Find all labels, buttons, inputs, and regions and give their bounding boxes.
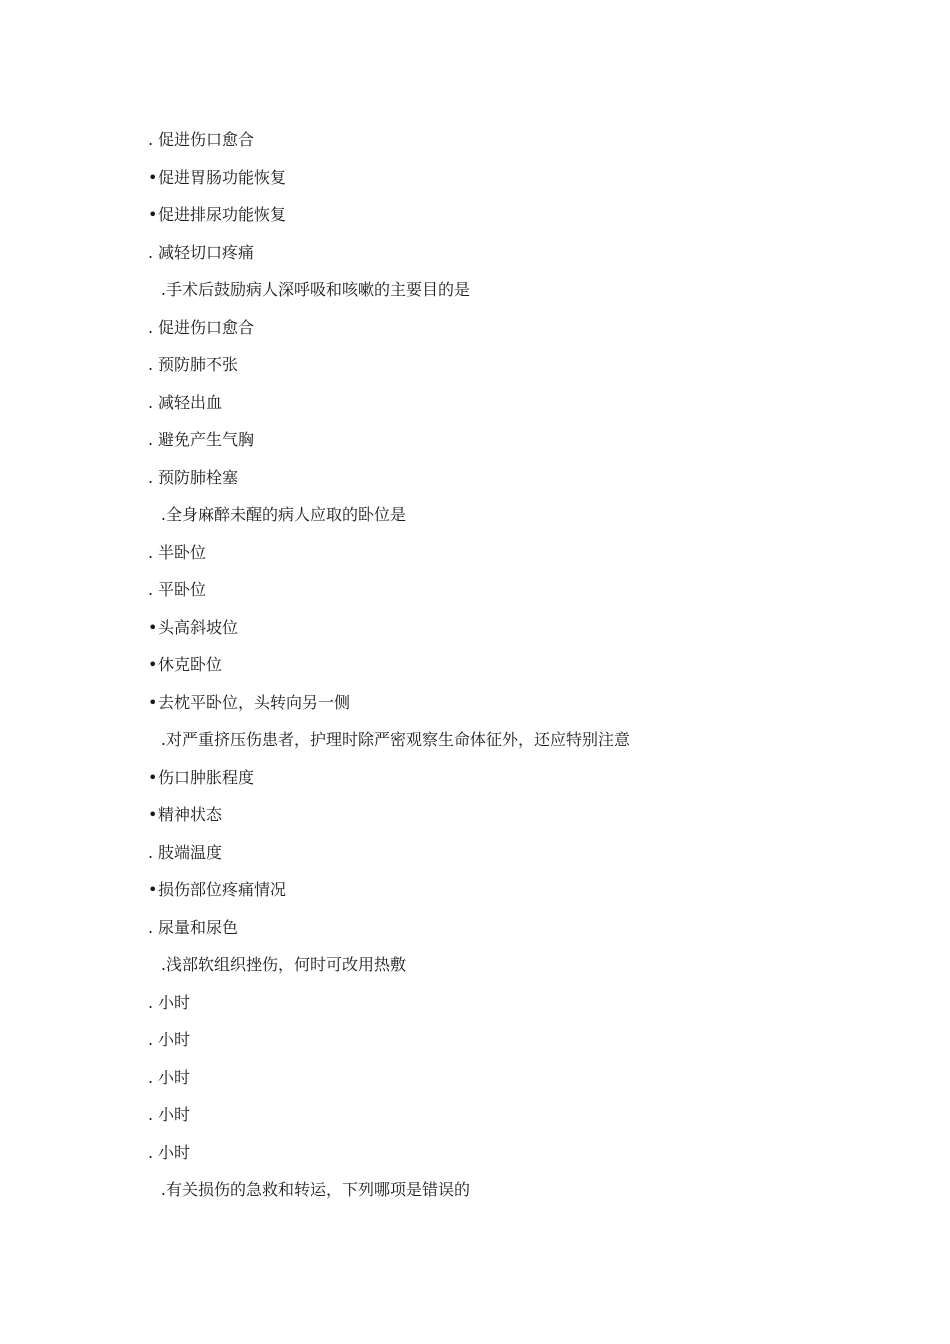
answer-option (148, 802, 630, 840)
option-text: 预防肺不张 (158, 355, 239, 374)
line-marker: • (148, 617, 158, 637)
answer-option (148, 765, 630, 803)
line-marker: . (148, 355, 154, 374)
option-text: 小时 (158, 992, 191, 1012)
question-list (148, 127, 630, 1215)
line-marker: . (148, 1030, 154, 1049)
answer-option (148, 615, 630, 653)
option-text: 平卧位 (158, 580, 207, 599)
option-text: 促进伤口愈合 (158, 130, 255, 149)
line-marker: • (148, 205, 158, 224)
line-marker: • (148, 692, 158, 712)
answer-option (148, 577, 630, 615)
option-text: 减轻切口疼痛 (158, 242, 255, 262)
line-marker: . (148, 1142, 154, 1162)
question-text: 浅部软组织挫伤，何时可改用热敷 (166, 955, 407, 974)
option-text: 精神状态 (158, 805, 223, 824)
answer-option (148, 465, 630, 503)
line-marker: • (148, 167, 158, 187)
answer-option (148, 315, 630, 353)
answer-option (148, 390, 630, 428)
question-text: 对严重挤压伤患者，护理时除严密观察生命体征外，还应特别注意 (166, 730, 631, 749)
option-text: 损伤部位疼痛情况 (158, 880, 287, 899)
question-stem (148, 727, 630, 765)
question-stem (148, 277, 630, 315)
line-marker: • (148, 767, 158, 787)
line-marker: . (148, 430, 154, 449)
answer-option (148, 1065, 630, 1103)
line-marker: . (148, 317, 154, 337)
line-marker: • (148, 880, 158, 899)
option-text: 半卧位 (158, 542, 207, 562)
option-text: 头高斜坡位 (158, 617, 239, 637)
line-marker: . (148, 992, 154, 1012)
answer-option (148, 240, 630, 278)
question-stem (148, 952, 630, 990)
answer-option (148, 427, 630, 465)
line-marker: . (148, 542, 154, 562)
option-text: 尿量和尿色 (158, 917, 239, 937)
question-text: 手术后鼓励病人深呼吸和咳嗽的主要目的是 (166, 280, 471, 299)
option-text: 减轻出血 (158, 392, 223, 412)
line-marker: . (148, 1105, 154, 1124)
question-stem (148, 502, 630, 540)
line-marker: . (148, 842, 154, 862)
option-text: 促进胃肠功能恢复 (158, 167, 287, 187)
line-marker: . (148, 242, 154, 262)
answer-option (148, 990, 630, 1028)
option-text: 小时 (158, 1030, 191, 1049)
line-marker: . (148, 467, 154, 487)
question-text: 有关损伤的急救和转运，下列哪项是错误的 (166, 1180, 471, 1199)
line-marker: • (148, 805, 158, 824)
answer-option (148, 202, 630, 240)
answer-option (148, 1027, 630, 1065)
answer-option (148, 352, 630, 390)
answer-option (148, 840, 630, 878)
line-marker: • (148, 655, 158, 674)
line-marker: . (148, 917, 154, 937)
line-marker: . (148, 392, 154, 412)
line-marker: . (148, 580, 154, 599)
option-text: 肢端温度 (158, 842, 223, 862)
answer-option (148, 1102, 630, 1140)
line-marker: . (160, 955, 166, 974)
option-text: 去枕平卧位，头转向另一侧 (158, 692, 351, 712)
option-text: 促进伤口愈合 (158, 317, 255, 337)
answer-option (148, 652, 630, 690)
line-marker: . (160, 730, 166, 749)
answer-option (148, 1140, 630, 1178)
line-marker: . (148, 1067, 154, 1087)
question-text: 全身麻醉未醒的病人应取的卧位是 (166, 505, 407, 524)
answer-option (148, 165, 630, 203)
line-marker: . (160, 505, 166, 524)
option-text: 促进排尿功能恢复 (158, 205, 287, 224)
option-text: 小时 (158, 1105, 191, 1124)
answer-option (148, 540, 630, 578)
line-marker: . (148, 130, 154, 149)
line-marker: . (160, 1180, 166, 1199)
question-stem (148, 1177, 630, 1215)
answer-option (148, 915, 630, 953)
option-text: 避免产生气胸 (158, 430, 255, 449)
option-text: 小时 (158, 1067, 191, 1087)
line-marker: . (160, 280, 166, 299)
option-text: 伤口肿胀程度 (158, 767, 255, 787)
answer-option (148, 877, 630, 915)
option-text: 休克卧位 (158, 655, 223, 674)
option-text: 小时 (158, 1142, 191, 1162)
answer-option (148, 690, 630, 728)
option-text: 预防肺栓塞 (158, 467, 239, 487)
answer-option (148, 127, 630, 165)
